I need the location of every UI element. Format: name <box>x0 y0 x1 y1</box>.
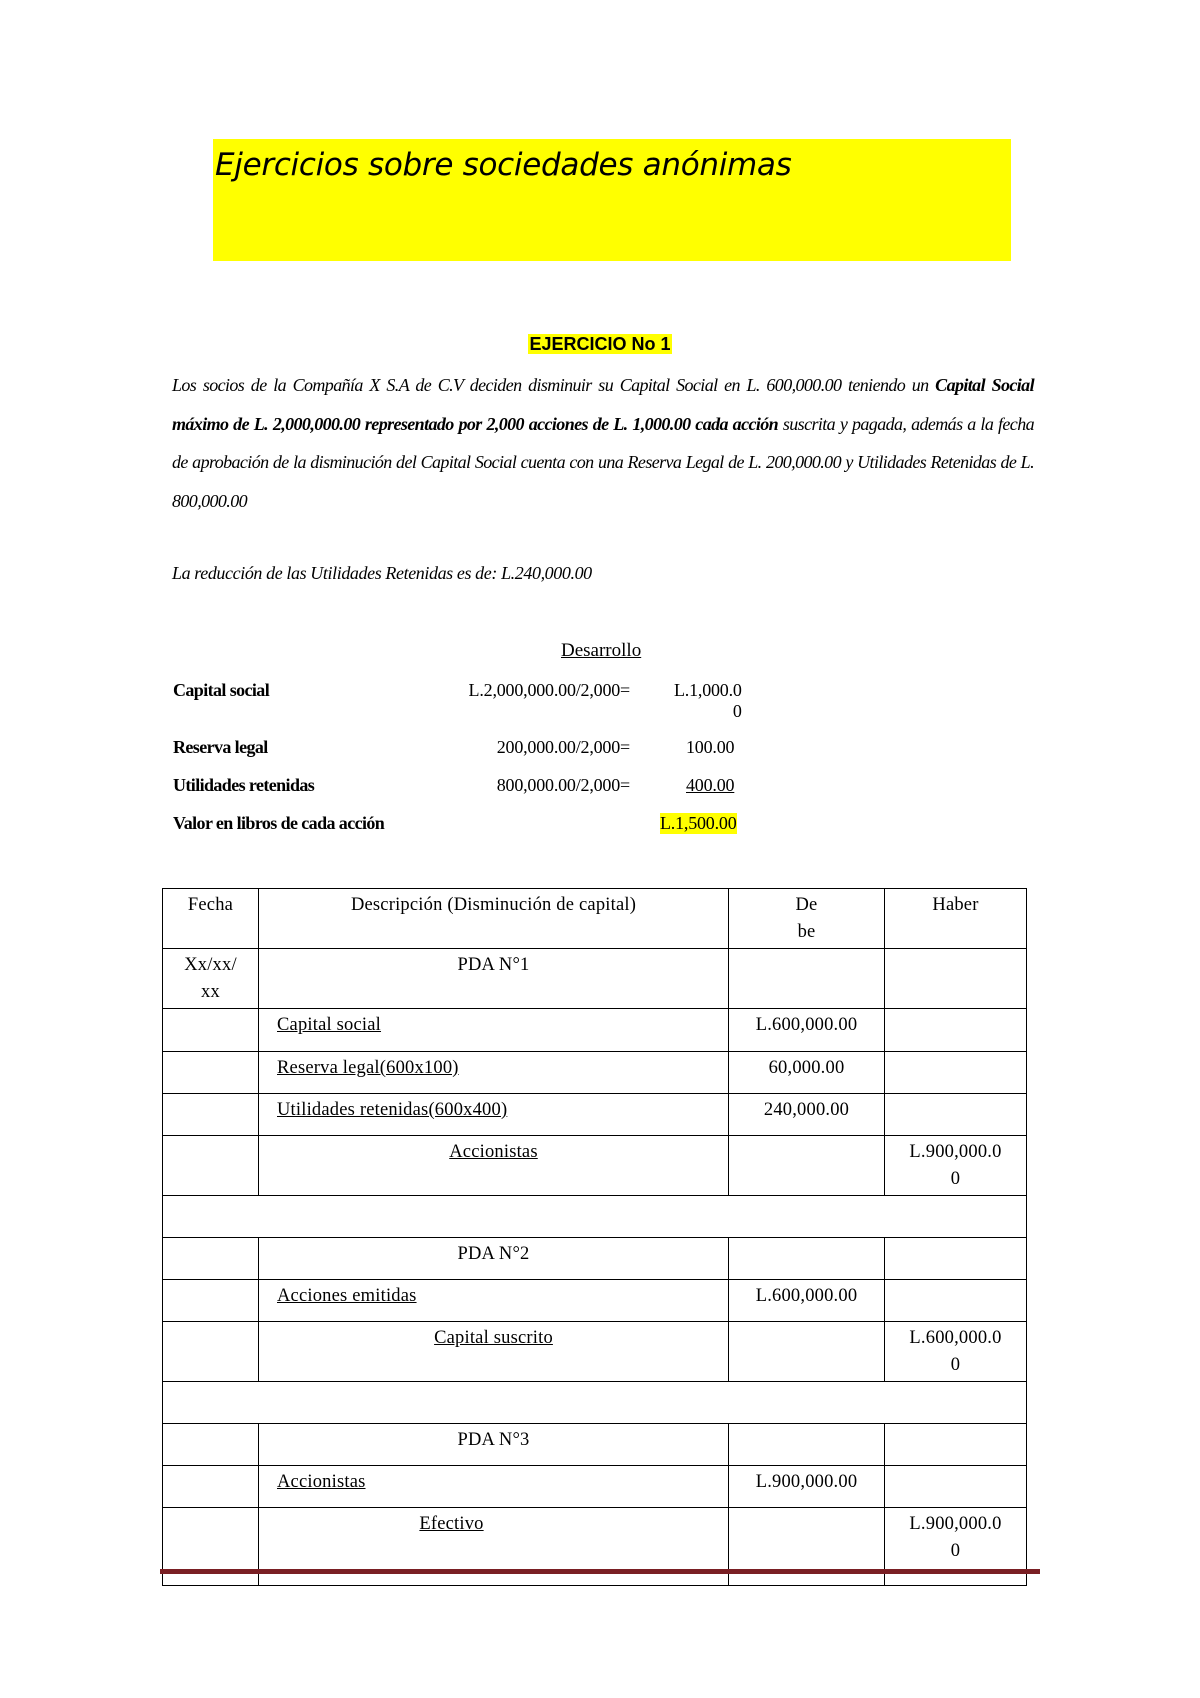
journal-table <box>162 888 1027 1586</box>
account-name: Capital social <box>277 1015 382 1035</box>
debe-amount: L.600,000.00 <box>729 1280 885 1322</box>
date-cell: Xx/xx/ xx <box>163 949 259 1009</box>
table-row <box>163 1466 1027 1508</box>
account-name: Accionistas <box>449 1142 538 1162</box>
calc-label: Capital social <box>173 680 270 700</box>
calc-label: Valor en libros de cada acción <box>173 813 385 833</box>
page-title: Ejercicios sobre sociedades anónimas <box>215 147 792 183</box>
exercise-heading-text: EJERCICIO No 1 <box>529 334 671 354</box>
account-name: Accionistas <box>277 1472 366 1492</box>
pda-title: PDA N°2 <box>259 1238 729 1280</box>
calc-row-reserva <box>0 737 1200 767</box>
calc-result-line1: L.1,000.0 <box>674 680 742 700</box>
table-row <box>163 1009 1027 1052</box>
debe-amount: L.600,000.00 <box>729 1009 885 1052</box>
calc-result-line2: 0 <box>732 701 742 721</box>
pda-title: PDA N°1 <box>259 949 729 1009</box>
account-name: Reserva legal(600x100) <box>277 1058 459 1078</box>
statement-part1: Los socios de la Compañía X S.A de C.V deciden disminuir su Capital Social en L. 600,000.00 teniendo un <box>172 375 936 395</box>
table-row <box>163 1136 1027 1196</box>
debe-amount: 240,000.00 <box>729 1094 885 1136</box>
table-row <box>163 1052 1027 1094</box>
exercise-heading <box>0 334 1200 355</box>
desarrollo-heading: Desarrollo <box>561 640 642 661</box>
calc-formula: 200,000.00/2,000= <box>496 737 630 757</box>
calc-row-utilidades <box>0 775 1200 805</box>
haber-amount: L.900,000.0 0 <box>885 1136 1027 1196</box>
header-descripcion: Descripción (Disminución de capital) <box>259 889 729 949</box>
header-fecha: Fecha <box>163 889 259 949</box>
statement-bold: Capital Social máximo de L. 2,000,000.00 representado por 2,000 acciones de L. 1,000.00 cada acción <box>172 375 1034 434</box>
haber-amount: L.600,000.0 0 <box>885 1322 1027 1382</box>
table-row <box>163 1322 1027 1382</box>
title-banner <box>213 139 1011 261</box>
haber-amount: L.900,000.0 0 <box>885 1508 1027 1586</box>
calc-row-capital <box>0 680 1200 721</box>
calc-row-valor-libros <box>0 813 1200 843</box>
debe-amount: L.900,000.00 <box>729 1466 885 1508</box>
table-row <box>163 1280 1027 1322</box>
calc-formula: 800,000.00/2,000= <box>496 775 630 795</box>
header-debe: De be <box>729 889 885 949</box>
calc-result <box>674 680 742 722</box>
table-row <box>163 1238 1027 1280</box>
table-row <box>163 949 1027 1009</box>
reduction-text: La reducción de las Utilidades Retenidas es de: L.240,000.00 <box>172 563 592 583</box>
table-spacer-row <box>163 1382 1027 1424</box>
pda-title: PDA N°3 <box>259 1424 729 1466</box>
calc-result: 100.00 <box>686 737 735 757</box>
table-header-row <box>163 889 1027 949</box>
calc-label: Reserva legal <box>173 737 268 757</box>
page-bottom-rule <box>160 1569 1040 1574</box>
header-haber: Haber <box>885 889 1027 949</box>
table-row <box>163 1094 1027 1136</box>
table-spacer-row <box>163 1196 1027 1238</box>
debe-amount: 60,000.00 <box>729 1052 885 1094</box>
account-name: Acciones emitidas <box>277 1286 417 1306</box>
statement-part2: suscrita y pagada, además a la fecha de aprobación de la disminución del Capital Social cuenta con una Reserva Legal de L. 200,000.00 y Utilidades Retenidas de L. 800,000.00 <box>172 413 1034 511</box>
table-row <box>163 1424 1027 1466</box>
calc-label: Utilidades retenidas <box>173 775 315 795</box>
calc-result-total: L.1,500.00 <box>660 813 737 833</box>
account-name: Efectivo <box>419 1514 484 1534</box>
exercise-statement <box>172 366 1034 520</box>
account-name: Utilidades retenidas(600x400) <box>277 1100 508 1120</box>
account-name: Capital suscrito <box>434 1328 553 1348</box>
calc-result: 400.00 <box>686 775 735 795</box>
calc-formula: L.2,000,000.00/2,000= <box>468 680 630 700</box>
